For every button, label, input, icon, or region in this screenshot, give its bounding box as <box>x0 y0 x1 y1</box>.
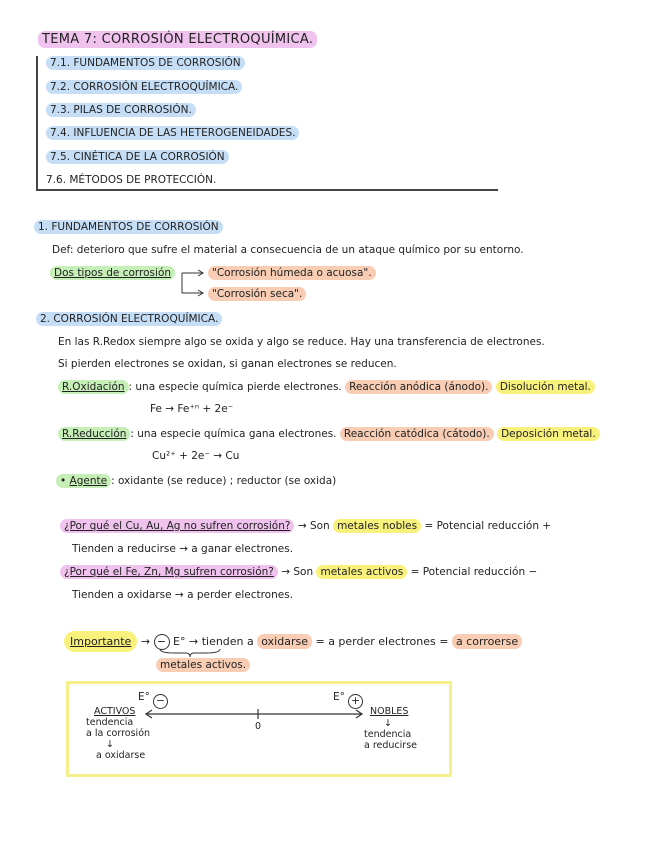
toc-frame-left <box>36 56 38 190</box>
active-tendency-1: tendencia <box>86 717 134 728</box>
redox-line-1: En las R.Redox siempre algo se oxida y algo se reduce. Hay una transferencia de electrones. <box>58 336 545 348</box>
page-title: TEMA 7: CORROSIÓN ELECTROQUÍMICA. <box>38 33 317 47</box>
section1-heading: 1. FUNDAMENTOS DE CORROSIÓN <box>34 220 223 234</box>
answer-noble: Tienden a reducirse → a ganar electrones. <box>72 543 294 555</box>
left-e0: E° <box>138 691 150 703</box>
active-tendency-3: a oxidarse <box>96 750 146 761</box>
right-e0: E° <box>333 691 345 703</box>
toc-item: 7.3. PILAS DE CORROSIÓN. <box>46 103 196 117</box>
brace-icon <box>158 648 222 658</box>
redox-line-2: Si pierden electrones se oxidan, si ganan electrones se reducen. <box>58 358 397 370</box>
answer-active: Tienden a oxidarse → a perder electrones. <box>72 589 294 601</box>
oxidation-line: R.Oxidación : una especie química pierde electrones. Reacción anódica (ánodo). Disolución metal. <box>58 380 595 394</box>
question-noble: ¿Por qué el Cu, Au, Ag no sufren corrosión? → Son metales nobles = Potencial reducción + <box>60 519 551 533</box>
noble-tendency-2: a reducirse <box>364 740 417 751</box>
reduction-line: R.Reducción : una especie química gana electrones. Reacción catódica (cátodo). Deposición metal. <box>58 427 600 441</box>
toc-item: 7.6. MÉTODOS DE PROTECCIÓN. <box>46 174 217 186</box>
toc-item: 7.4. INFLUENCIA DE LAS HETEROGENEIDADES. <box>46 126 299 140</box>
reduction-equation: Cu²⁺ + 2e⁻ → Cu <box>152 450 240 462</box>
type-humid: "Corrosión húmeda o acuosa". <box>208 266 376 280</box>
zero-label: 0 <box>255 721 262 732</box>
important-sub: metales activos. <box>156 658 250 672</box>
down-arrow-icon: ↓ <box>384 718 392 729</box>
noble-tendency-1: tendencia <box>364 729 412 740</box>
toc-item: 7.5. CINÉTICA DE LA CORROSIÓN <box>46 150 229 164</box>
toc-frame-bottom <box>36 189 498 191</box>
plus-circle-icon: + <box>348 694 363 709</box>
type-dry: "Corrosión seca". <box>208 287 306 301</box>
types-label: Dos tipos de corrosión <box>50 266 175 280</box>
oxidation-equation: Fe → Fe⁺ⁿ + 2e⁻ <box>150 403 234 415</box>
minus-circle-icon: − <box>154 634 170 650</box>
branch-arrow-icon <box>180 266 206 300</box>
agent-line: • Agente : oxidante (se reduce) ; reductor (se oxida) <box>56 474 336 488</box>
toc-item: 7.1. FUNDAMENTOS DE CORROSIÓN <box>46 56 245 70</box>
active-label: ACTIVOS <box>94 706 136 717</box>
definition: Def: deterioro que sufre el material a consecuencia de un ataque químico por su entorno. <box>52 244 524 256</box>
active-tendency-2: a la corrosión <box>86 728 151 739</box>
minus-circle-icon: − <box>153 694 168 709</box>
question-active: ¿Por qué el Fe, Zn, Mg sufren corrosión? → Son metales activos = Potencial reducción − <box>60 565 537 579</box>
down-arrow-icon: ↓ <box>106 739 114 750</box>
important-line: Importante → − E° → tienden a oxidarse = a perder electrones = a corroerse <box>64 634 522 650</box>
noble-label: NOBLES <box>370 706 409 717</box>
toc-item: 7.2. CORROSIÓN ELECTROQUÍMICA. <box>46 80 242 94</box>
section2-heading: 2. CORROSIÓN ELECTROQUÍMICA. <box>36 312 222 326</box>
